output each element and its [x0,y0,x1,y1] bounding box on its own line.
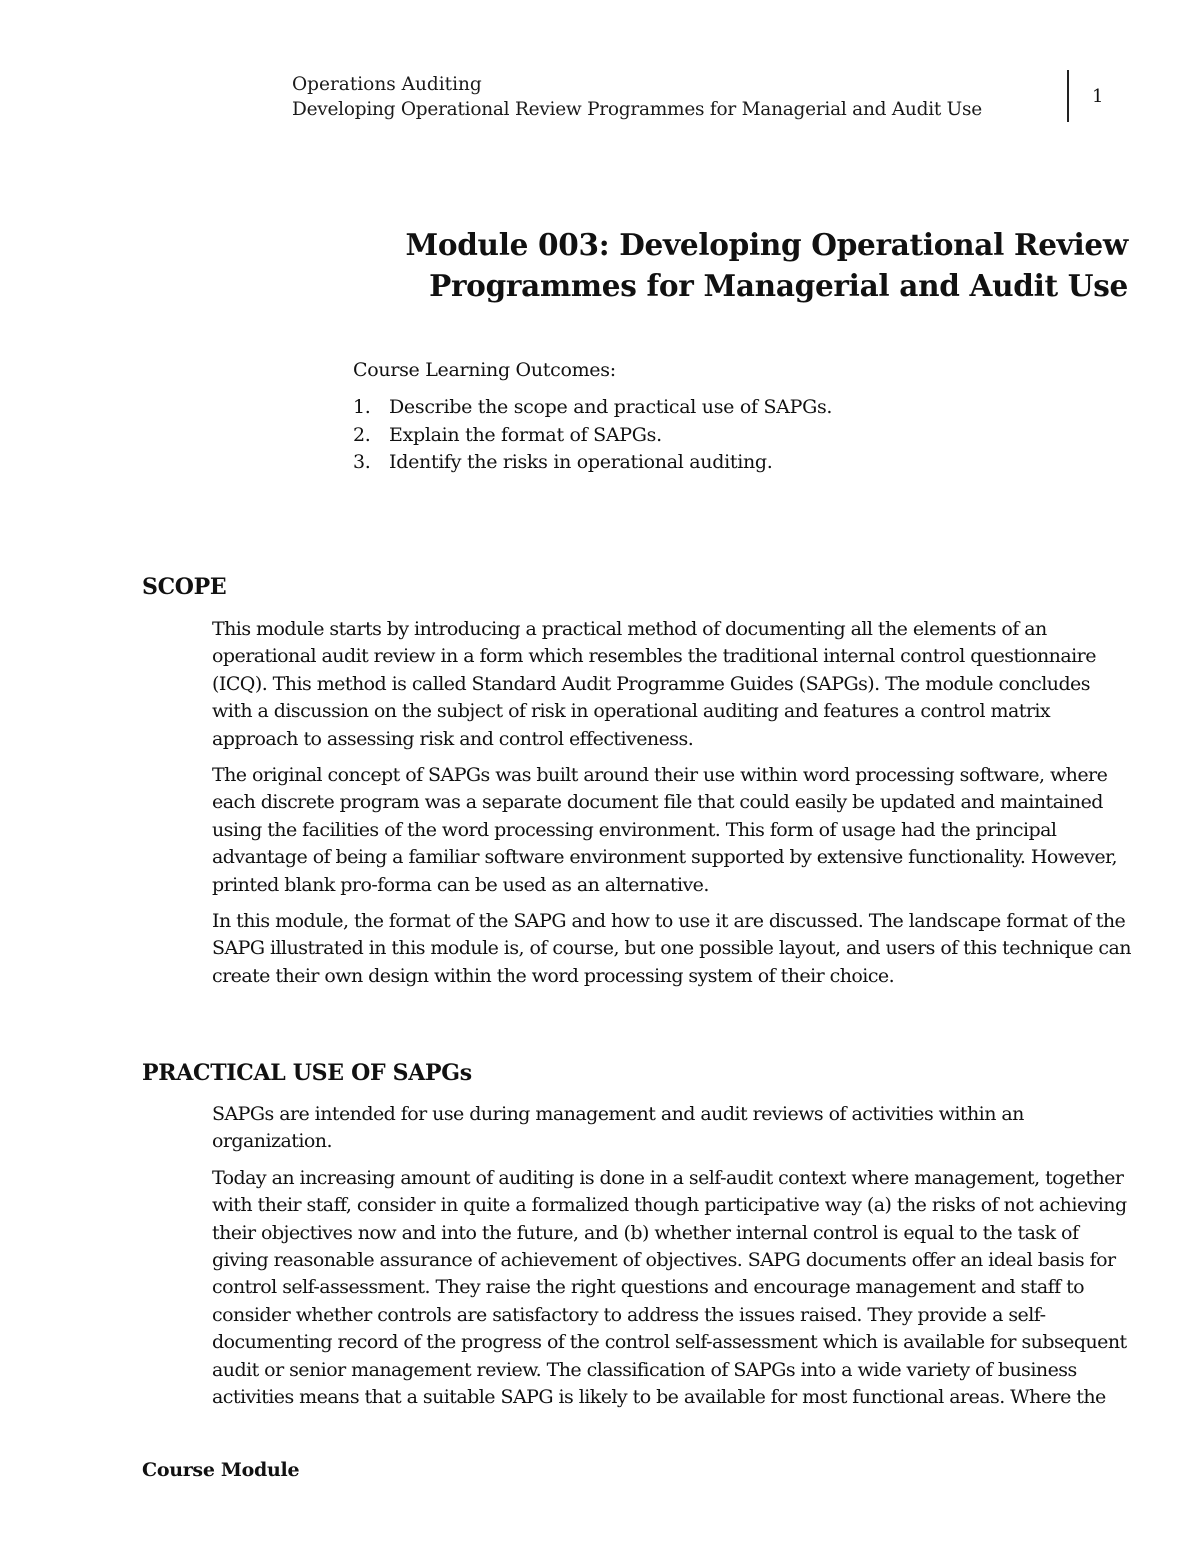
scope-paragraph: This module starts by introducing a practical method of documenting all the elements of an operational audit review in a form which resembles the traditional internal control questionnaire (ICQ). This method is called Standard Audit Programme Guides (SAPGs). The module concludes with a discussion on the subject of risk in operational auditing and features a control matrix approach to assessing risk and control effectiveness. [212,618,1096,750]
scope-paragraph: The original concept of SAPGs was built around their use within word processing software, where each discrete program was a separate document file that could easily be updated and maintained using the facilities of the word processing environment. This form of usage had the principal advantage of being a familiar software environment supported by extensive functionality. However, printed blank pro-forma can be used as an alternative. [212,764,1117,896]
list-item-text: Describe the scope and practical use of SAPGs. [389,396,833,418]
scope-paragraph: In this module, the format of the SAPG and how to use it are discussed. The landscape format of the SAPG illustrated in this module is, of course, but one possible layout, and users of this technique can create their own design within the word processing system of their choice. [212,910,1131,987]
learning-outcomes-heading: Course Learning Outcomes: [353,359,616,381]
list-item [353,422,1113,450]
page-number: 1 [1092,86,1104,107]
header-module-title: Developing Operational Review Programmes for Managerial and Audit Use [292,99,982,120]
list-item [353,394,1113,422]
list-item-number: 3. [353,451,371,473]
module-title-line-1: Module 003: Developing Operational Review [405,227,1128,262]
scope-heading: SCOPE [142,574,227,600]
list-item-number: 1. [353,396,371,418]
header-course-title: Operations Auditing [292,74,482,95]
page-footer: Course Module [142,1459,300,1481]
list-item-text: Explain the format of SAPGs. [389,423,662,446]
practical-use-paragraph: Today an increasing amount of auditing is done in a self-audit context where management, together with their staff, consider in quite a formalized though participative way (a) the risks of not achieving their objectives now and into the future, and (b) whether internal control is equal to the task of giving reasonable assurance of achievement of objectives. SAPG documents offer an ideal basis for control self-assessment. They raise the right questions and encourage management and staff to consider whether controls are satisfactory to address the issues raised. They provide a self-documenting record of the progress of the control self-assessment which is available for subsequent audit or senior management review. The classification of SAPGs into a wide variety of business activities means that a suitable SAPG is likely to be available for most functional areas. Where the [212,1166,1127,1409]
running-header [292,72,1092,122]
list-item-number: 2. [353,423,371,446]
list-item-text: Identify the risks in operational auditing. [389,451,773,473]
module-title-line-2: Programmes for Managerial and Audit Use [429,268,1128,303]
practical-use-heading: PRACTICAL USE OF SAPGs [142,1060,472,1086]
learning-outcomes [353,356,1113,477]
header-divider [1067,70,1069,122]
list-item [353,449,1113,477]
scope-body [212,616,1132,999]
module-title [228,224,1128,306]
learning-outcomes-list [353,394,1113,477]
practical-use-body [212,1101,1132,1420]
practical-use-paragraph: SAPGs are intended for use during management and audit reviews of activities within an organization. [212,1103,1024,1153]
